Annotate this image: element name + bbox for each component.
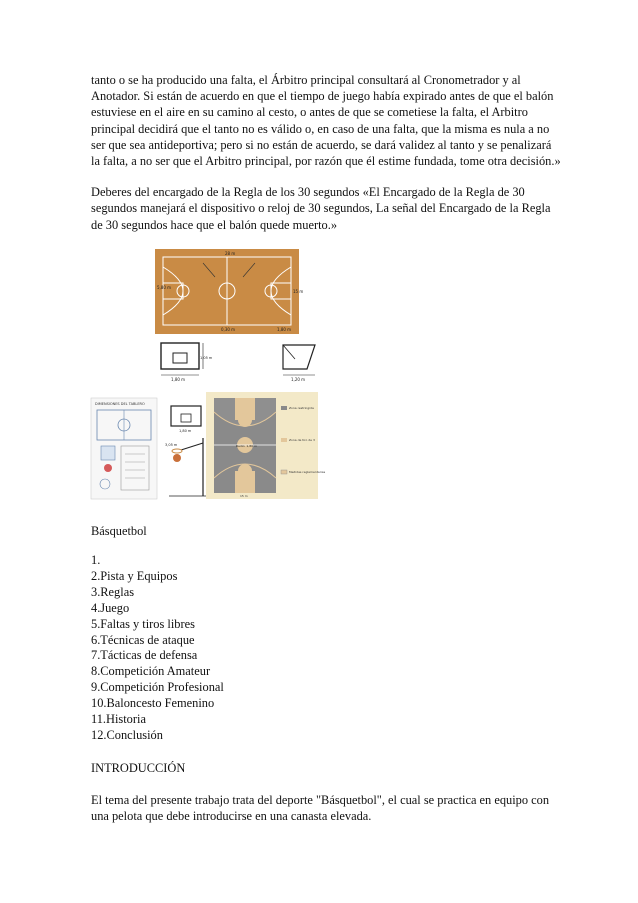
- list-item: 1.: [91, 553, 101, 568]
- list-item: 11.Historia: [91, 712, 146, 727]
- backboard-diagram-left: [157, 339, 213, 382]
- list-item: 12.Conclusión: [91, 728, 163, 742]
- list-item: 10.Baloncesto Femenino: [91, 696, 215, 711]
- hoop-height-label: 3,05 m: [165, 442, 178, 447]
- backboard-right-width: 1,20 m: [291, 376, 306, 382]
- list-item: 9.Competición Profesional: [91, 680, 224, 695]
- court-right-dimension: 1,80 m: [277, 326, 292, 332]
- court-diagram-orange: [155, 249, 304, 334]
- list-item: 6.Técnicas de ataque: [91, 632, 195, 647]
- court-top-dimension: 28 m: [225, 250, 236, 256]
- contents-list: [91, 553, 561, 744]
- court-left-dimension: 5,80 m: [157, 284, 172, 290]
- list-item: 2.Pista y Equipos: [91, 568, 178, 583]
- legend-restricted-zone: Zona restringida: [289, 405, 314, 410]
- backboard-left-width: 1,80 m: [171, 376, 186, 382]
- legend-measures: Medidas reglamentarias: [289, 469, 326, 474]
- rules-diagram-title: DIMENSIONES DEL TABLERO: [95, 401, 145, 406]
- court-diagram-zones: [206, 392, 326, 499]
- paragraph-30-seconds: Deberes del encargado de la Regla de los 30 segundos «El Encargado de la Regla de 30 segundos manejará el dispositivo o reloj de 30 segundos, La señal del Encargado de la Regla de 30 segundos hace que el balón quede muerto.»: [91, 185, 551, 232]
- backboard-diagram-right: [277, 339, 321, 382]
- legend-three-point: Zona de tiro de 3: [289, 437, 315, 442]
- court-center-radius: Radio: 1,80 m: [236, 443, 257, 448]
- backboard-left-height: 1,05 m: [200, 355, 213, 360]
- introduction-paragraph: El tema del presente trabajo trata del deporte "Básquetbol", el cual se practica en equipo con una pelota que debe introducirse en una canasta elevada.: [91, 793, 550, 824]
- list-item: 3.Reglas: [91, 584, 135, 599]
- court-side-dimension: 15 m: [293, 288, 304, 294]
- court-bottom-dimension: 15 m: [240, 493, 248, 498]
- list-item: 4.Juego: [91, 600, 130, 615]
- list-item: 8.Competición Amateur: [91, 664, 211, 679]
- introduction-heading: INTRODUCCIÓN: [91, 760, 186, 775]
- list-item: 7.Tácticas de defensa: [91, 648, 198, 663]
- section-title: Básquetbol: [91, 523, 147, 538]
- document-page: [91, 72, 561, 825]
- hoop-width-label: 1,80 m: [179, 428, 192, 433]
- list-item: 5.Faltas y tiros libres: [91, 616, 195, 631]
- basketball-figures: [91, 249, 561, 499]
- rules-diagram-small: [91, 398, 157, 499]
- court-center-label: 0,30 m: [221, 326, 236, 332]
- paragraph-end-of-game: tanto o se ha producido una falta, el Árbitro principal consultará al Cronometrador y al Anotador. Si están de acuerdo en que el tiempo de juego había expirado antes de que el balón estuviese en el aire en su camino al cesto, o antes de que se cometiese la falta, el Arbitro principal decidirá que el tanto no es válido o, en caso de una falta, que la misma es nula a no ser que sea antideportiva; pero si no están de acuerdo, se dará validez al tanto y se penalizará la falta, a no ser que el Arbitro principal, por razón que él estime fundada, tome otra decisión.»: [91, 73, 561, 169]
